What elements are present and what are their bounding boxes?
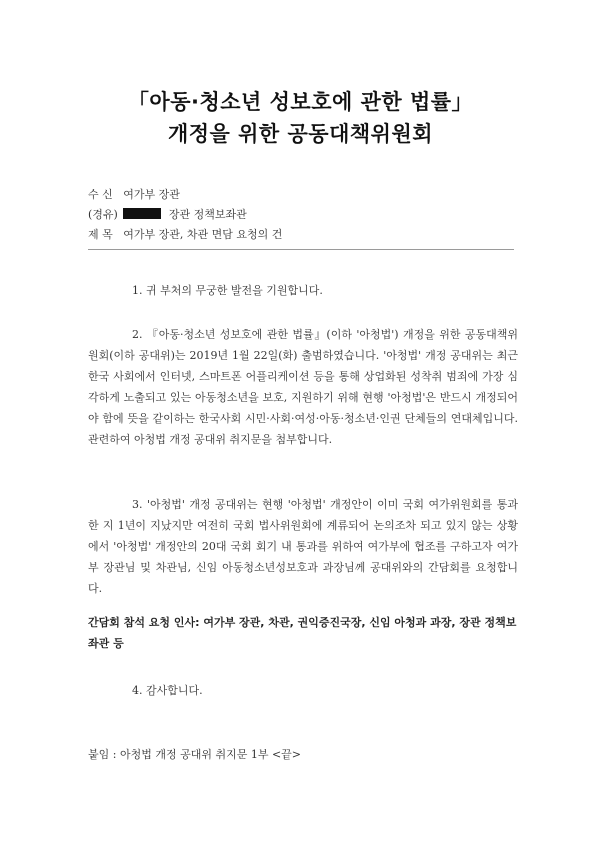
paragraph-4: 4. 감사합니다. (132, 684, 203, 697)
recipient-row (88, 186, 180, 202)
subject-row (88, 226, 282, 242)
redaction-block (123, 208, 161, 219)
paragraph-3: 3. '아청법' 개정 공대위는 현행 '아청법' 개정안이 이미 국회 여가위원회를 통과한 지 1년이 지났지만 여전히 국회 법사위원회에 계류되어 논의조차 되고 있지 않는 상황에서 '아청법' 개정안의 20대 국회 회기 내 통과를 위하여 여가부에 협조를 구하고자 여가부 장관님 및 차관님, 신임 아동청소년성보호과 과장님께 공대위와의 간담회를 요청합니다. (88, 498, 518, 595)
meeting-request-line: 간담회 참석 요청 인사: 여가부 장관, 차관, 권익증진국장, 신임 아청과 과장, 장관 정책보좌관 등 (88, 616, 517, 650)
subject-value: 여가부 장관, 차관 면담 요청의 건 (123, 228, 283, 241)
document-title-line2: 개정을 위한 공동대책위원회 (167, 122, 434, 146)
document-title-line1: 「아동·청소년 성보호에 관한 법률」 (127, 90, 474, 114)
paragraph-2: 2. 『아동·청소년 성보호에 관한 법률』(이하 '아청법') 개정을 위한 공동대책위원회(이하 공대위)는 2019년 1월 22일(화) 출범하였습니다. '아청법' 개정 공대위는 최근 한국 사회에서 인터넷, 스마트폰 어플리케이션 등을 통해 상업화된 성착취 범죄에 가장 심각하게 노출되고 있는 아동청소년을 보호, 지원하기 위해 현행 '아청법'은 반드시 개정되어야 함에 뜻을 같이하는 한국사회 시민·사회·여성·아동·청소년·인권 단체들의 연대체입니다. 관련하여 아청법 개정 공대위 취지문을 첨부합니다. (88, 328, 518, 446)
recipient-value: 여가부 장관 (123, 188, 180, 201)
subject-label: 제 목 (88, 228, 113, 241)
via-row (88, 206, 247, 222)
attachment-line: 붙임 : 아청법 개정 공대위 취지문 1부 <끝> (88, 748, 302, 761)
header-divider (88, 249, 514, 250)
paragraph-1: 1. 귀 부처의 무궁한 발전을 기원합니다. (132, 284, 323, 297)
via-label: (경유) (88, 208, 118, 221)
recipient-label: 수 신 (88, 188, 113, 201)
via-value: 장관 정책보좌관 (168, 208, 247, 221)
